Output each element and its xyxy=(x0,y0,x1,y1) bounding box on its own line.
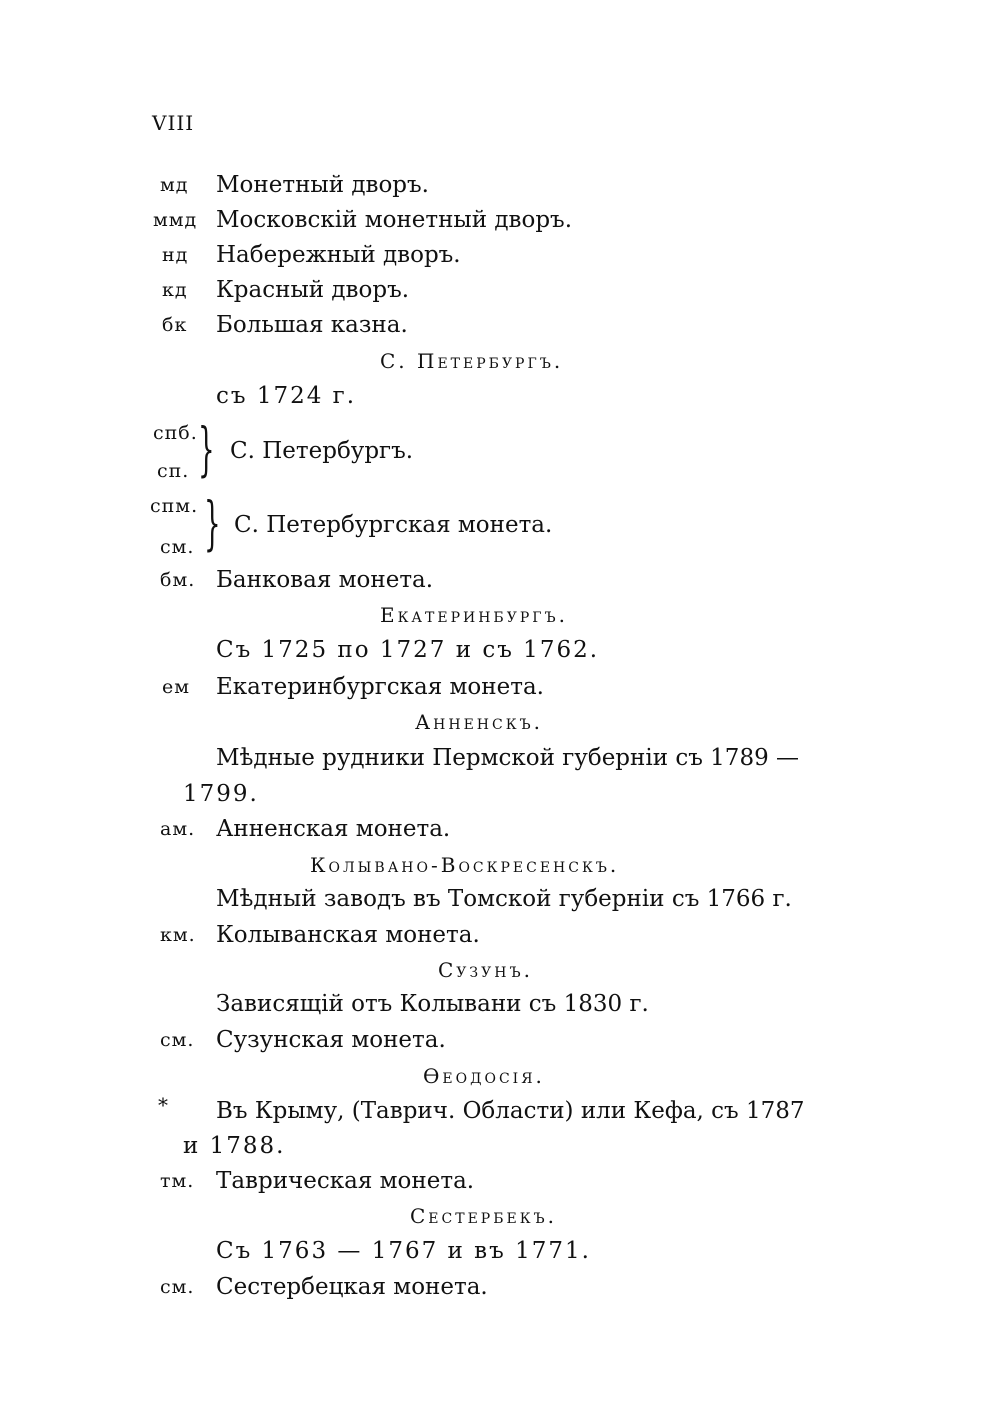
note-annensk-line1: Мѣдные рудники Пермской губерніи съ 1789 — xyxy=(216,745,800,771)
abbr-am: ам. xyxy=(160,818,196,840)
note-ekb: Съ 1725 по 1727 и съ 1762. xyxy=(216,637,600,663)
brace-icon: } xyxy=(198,415,215,483)
heading-spb: С. Петербургъ. xyxy=(380,349,564,373)
entry-spb: С. Петербургъ. xyxy=(230,438,414,464)
abbr-kd: кд xyxy=(162,279,188,301)
entry-suzun: Сузунская монета. xyxy=(216,1027,446,1053)
abbr-bk: бк xyxy=(162,314,188,336)
abbr-spm: спм. xyxy=(150,495,199,517)
entry-sesterbek: Сестербецкая монета. xyxy=(216,1274,488,1300)
abbr-sp: сп. xyxy=(157,460,190,482)
abbr-sm-sesterbek: см. xyxy=(160,1276,195,1298)
abbr-mmd: ммд xyxy=(153,209,198,231)
note-feodosia-line2: и 1788. xyxy=(183,1133,286,1159)
entry-mmd: Московскій монетный дворъ. xyxy=(216,207,573,233)
entry-km: Колыванская монета. xyxy=(216,922,480,948)
entry-em: Екатеринбургская монета. xyxy=(216,674,544,700)
entry-md: Монетный дворъ. xyxy=(216,172,429,198)
note-annensk-line2: 1799. xyxy=(183,781,259,807)
entry-bk: Большая казна. xyxy=(216,312,408,338)
page-number: VIII xyxy=(152,111,195,135)
note-feodosia-line1: Въ Крыму, (Таврич. Области) или Кефа, съ 1787 xyxy=(216,1098,805,1124)
asterisk-icon: * xyxy=(158,1093,168,1117)
entry-spm: С. Петербургская монета. xyxy=(234,512,553,538)
heading-annensk: Анненскъ. xyxy=(415,710,544,734)
abbr-tm: тм. xyxy=(160,1170,195,1192)
abbr-sm-suzun: см. xyxy=(160,1029,195,1051)
abbr-nd: нд xyxy=(162,244,189,266)
abbr-sm: см. xyxy=(160,536,195,558)
note-kolyvan: Мѣдный заводъ въ Томской губерніи съ 1766 г. xyxy=(216,886,792,912)
abbr-spb: спб. xyxy=(153,422,198,444)
abbr-bm: бм. xyxy=(160,569,196,591)
note-spb: съ 1724 г. xyxy=(216,383,357,409)
brace-icon: } xyxy=(204,489,221,557)
entry-nd: Набережный дворъ. xyxy=(216,242,461,268)
entry-tm: Таврическая монета. xyxy=(216,1168,475,1194)
heading-suzun: Сузунъ. xyxy=(438,958,533,982)
entry-bm: Банковая монета. xyxy=(216,567,434,593)
abbr-md: мд xyxy=(160,174,189,196)
heading-kolyvan: Колывано-Воскресенскъ. xyxy=(310,853,620,877)
entry-am: Анненская монета. xyxy=(216,816,451,842)
note-suzun: Зависящій отъ Колывани съ 1830 г. xyxy=(216,991,649,1017)
abbr-em: ем xyxy=(162,676,191,698)
note-sesterbek: Съ 1763 — 1767 и въ 1771. xyxy=(216,1238,591,1264)
heading-sesterbek: Сестербекъ. xyxy=(410,1204,558,1228)
heading-ekb: Екатеринбургъ. xyxy=(380,603,569,627)
abbr-km: км. xyxy=(160,924,196,946)
entry-kd: Красный дворъ. xyxy=(216,277,410,303)
heading-feodosia: Ѳеодосія. xyxy=(423,1064,545,1088)
